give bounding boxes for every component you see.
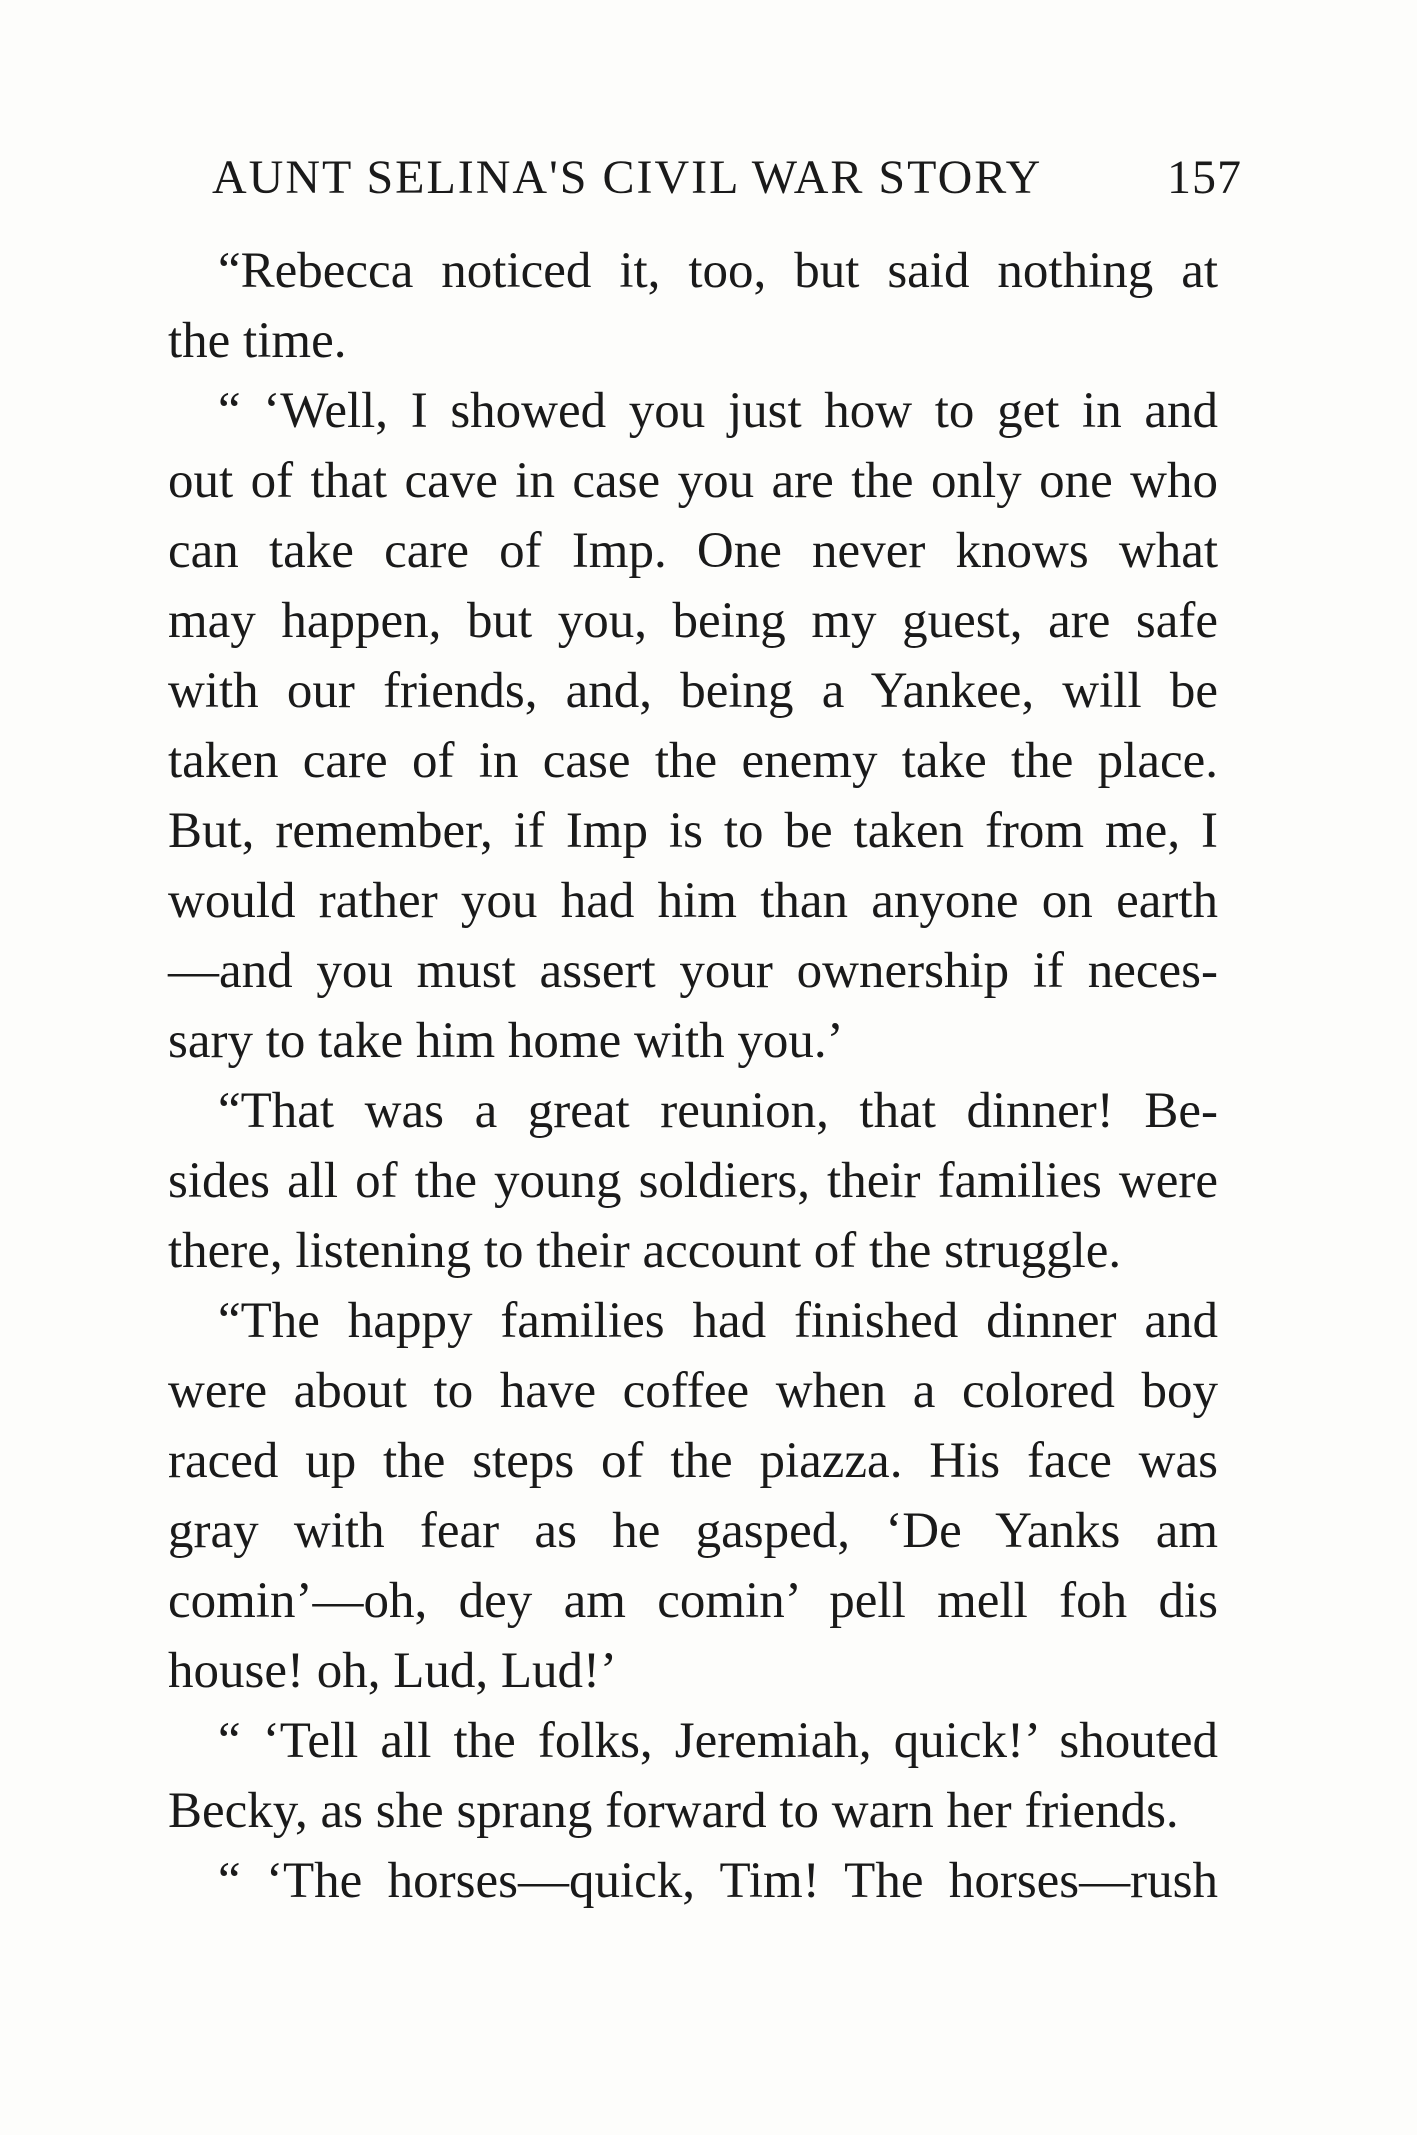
text-line: there, listening to their account of the struggle.: [168, 1223, 1122, 1279]
text-line: Becky, as she sprang forward to warn her friends.: [168, 1783, 1179, 1839]
text-line: can take care of Imp. One never knows what: [168, 523, 1218, 579]
text-line: raced up the steps of the piazza. His face was: [168, 1433, 1218, 1489]
running-head: [212, 150, 1242, 220]
text-line: were about to have coffee when a colored boy: [168, 1363, 1218, 1419]
text-line: comin’—oh, dey am comin’ pell mell foh dis: [168, 1573, 1218, 1629]
text-line: “Rebecca noticed it, too, but said nothing at: [218, 243, 1218, 299]
page-number: 157: [1167, 151, 1242, 204]
text-line: “ ‘Well, I showed you just how to get in and: [218, 383, 1218, 439]
text-line: sary to take him home with you.’: [168, 1013, 844, 1069]
text-line: —and you must assert your ownership if neces-: [168, 943, 1218, 999]
running-head-title: AUNT SELINA'S CIVIL WAR STORY: [212, 151, 1043, 204]
text-line: “The happy families had finished dinner and: [218, 1293, 1218, 1349]
text-line: “That was a great reunion, that dinner! Be-: [218, 1083, 1218, 1139]
text-line: house! oh, Lud, Lud!’: [168, 1643, 617, 1699]
text-line: sides all of the young soldiers, their families were: [168, 1153, 1218, 1209]
text-line: the time.: [168, 313, 347, 369]
text-line: But, remember, if Imp is to be taken from me, I: [168, 803, 1218, 859]
text-line: with our friends, and, being a Yankee, will be: [168, 663, 1218, 719]
text-line: out of that cave in case you are the only one who: [168, 453, 1218, 509]
text-line: “ ‘The horses—quick, Tim! The horses—rush: [218, 1853, 1218, 1909]
text-line: may happen, but you, being my guest, are safe: [168, 593, 1218, 649]
text-line: “ ‘Tell all the folks, Jeremiah, quick!’ shouted: [218, 1713, 1218, 1769]
text-line: gray with fear as he gasped, ‘De Yanks am: [168, 1503, 1218, 1559]
body-text: [168, 236, 1218, 1916]
text-line: taken care of in case the enemy take the place.: [168, 733, 1218, 789]
text-line: would rather you had him than anyone on earth: [168, 873, 1218, 929]
